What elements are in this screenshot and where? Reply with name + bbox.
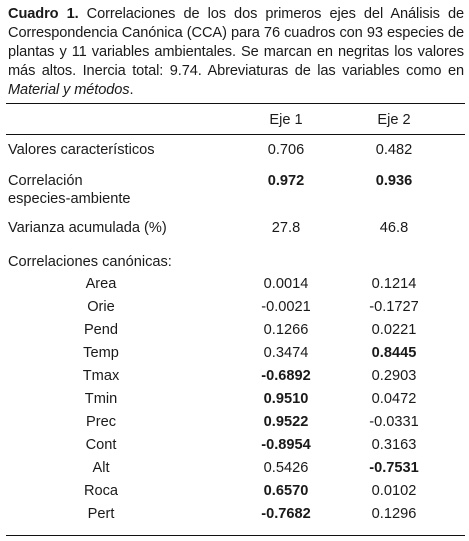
row-label-valores-caracteristicos: Valores característicos bbox=[8, 142, 155, 158]
cell-eje1: 0.1266 bbox=[263, 322, 309, 338]
header-eje-1: Eje 1 bbox=[269, 112, 303, 128]
variable-label: Temp bbox=[83, 345, 119, 361]
row-label-varianza-acumulada: Varianza acumulada (%) bbox=[8, 220, 167, 236]
cell-eje1: 0.9522 bbox=[263, 414, 309, 430]
cell-valores-eje2: 0.482 bbox=[375, 142, 413, 158]
cell-varianza-eje2: 46.8 bbox=[379, 220, 409, 236]
cell-eje1: -0.8954 bbox=[261, 437, 311, 453]
variable-label: Pend bbox=[83, 322, 119, 338]
row-label-correlacion: Correlación bbox=[8, 173, 83, 189]
cell-eje2: 0.0221 bbox=[371, 322, 417, 338]
cell-eje2: 0.1214 bbox=[371, 276, 417, 292]
caption-italic-reference: Material y métodos bbox=[8, 82, 130, 98]
cell-eje2: 0.1296 bbox=[371, 506, 417, 522]
cell-eje2: 0.0472 bbox=[371, 391, 417, 407]
variable-label: Prec bbox=[85, 414, 116, 430]
cell-eje1: 0.0014 bbox=[263, 276, 309, 292]
section-title-correlaciones-canonicas: Correlaciones canónicas: bbox=[8, 254, 172, 270]
variable-label: Tmin bbox=[84, 391, 118, 407]
header-eje-2: Eje 2 bbox=[377, 112, 411, 128]
cell-eje2: -0.0331 bbox=[369, 414, 419, 430]
cell-eje1: -0.0021 bbox=[261, 299, 311, 315]
table-header-rule bbox=[6, 134, 465, 135]
row-label-especies-ambiente: especies-ambiente bbox=[8, 191, 131, 207]
caption-end: . bbox=[129, 82, 134, 98]
table-top-rule bbox=[6, 103, 465, 104]
variable-label: Pert bbox=[87, 506, 115, 522]
cell-eje1: 0.9510 bbox=[263, 391, 309, 407]
cell-eje2: -0.1727 bbox=[369, 299, 419, 315]
cell-eje2: 0.8445 bbox=[371, 345, 417, 361]
cell-eje2: 0.3163 bbox=[371, 437, 417, 453]
variable-label: Tmax bbox=[82, 368, 120, 384]
cell-valores-eje1: 0.706 bbox=[267, 142, 305, 158]
cell-eje2: 0.2903 bbox=[371, 368, 417, 384]
cell-correlacion-eje2: 0.936 bbox=[375, 173, 413, 189]
cell-correlacion-eje1: 0.972 bbox=[267, 173, 305, 189]
variable-label: Alt bbox=[92, 460, 110, 476]
cell-eje1: 0.6570 bbox=[263, 483, 309, 499]
cell-eje1: 0.5426 bbox=[263, 460, 309, 476]
cell-eje1: -0.6892 bbox=[261, 368, 311, 384]
cell-eje1: 0.3474 bbox=[263, 345, 309, 361]
cell-eje2: 0.0102 bbox=[371, 483, 417, 499]
table-bottom-rule bbox=[6, 535, 465, 536]
variable-label: Area bbox=[85, 276, 117, 292]
cell-varianza-eje1: 27.8 bbox=[271, 220, 301, 236]
table-caption bbox=[8, 5, 464, 100]
cell-eje2: -0.7531 bbox=[369, 460, 419, 476]
variable-label: Roca bbox=[83, 483, 119, 499]
variable-label: Orie bbox=[87, 299, 115, 315]
caption-label: Cuadro 1. bbox=[8, 6, 79, 22]
variable-label: Cont bbox=[85, 437, 117, 453]
caption-text: Correlaciones de los dos primeros ejes del Análisis de Correspondencia Canónica (CCA) para 76 cuadros con 93 especies de plantas y 11 variables ambientales. Se marcan en negritas los valores más altos. Inercia total: 9.74. Abreviaturas de las variables como en bbox=[8, 6, 464, 79]
cell-eje1: -0.7682 bbox=[261, 506, 311, 522]
